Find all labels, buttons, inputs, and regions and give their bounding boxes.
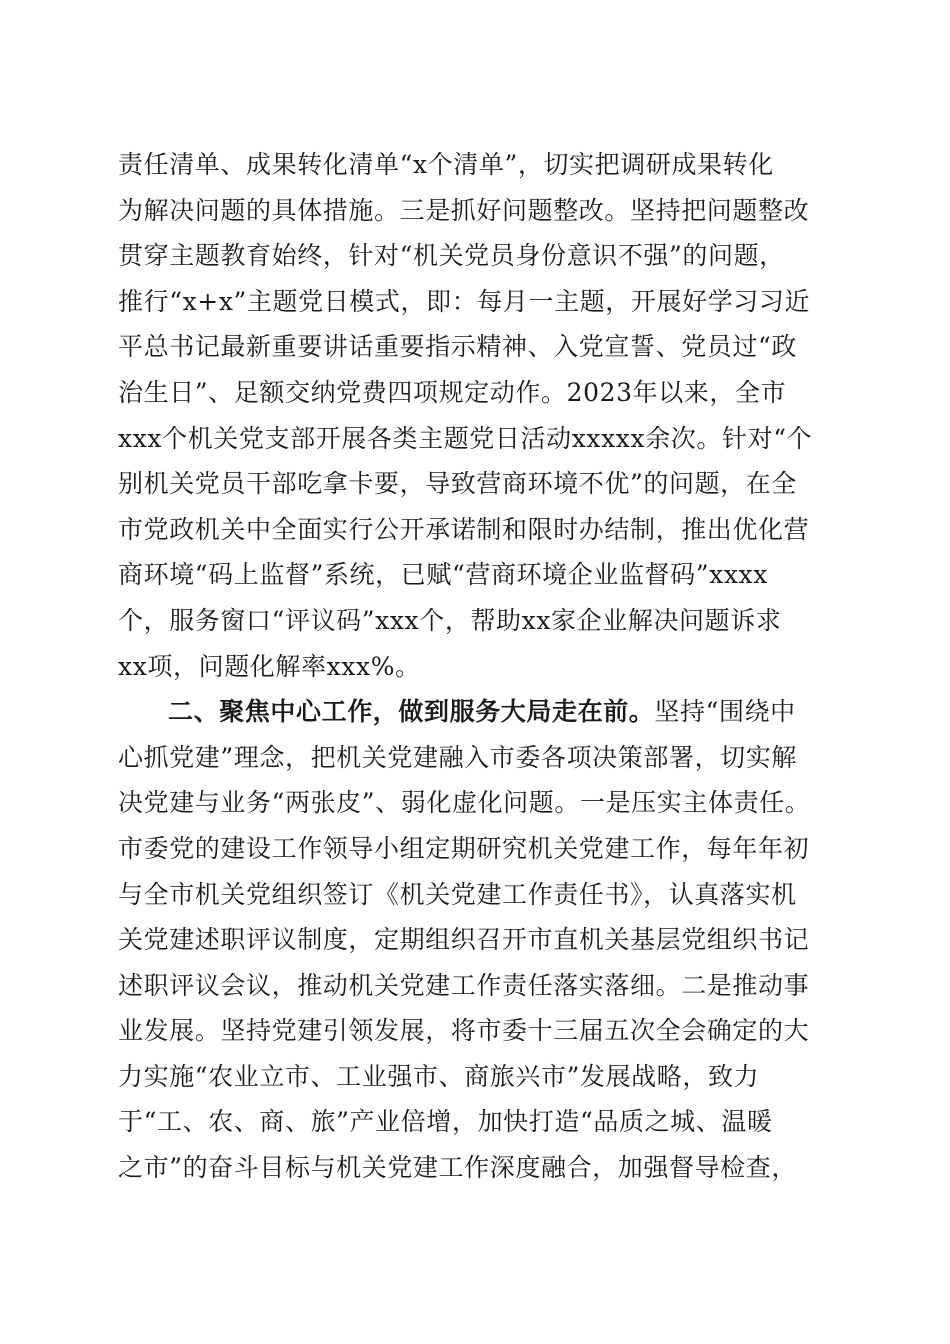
text-line: 为解决问题的具体措施。三是抓好问题整改。坚持把问题整改 — [118, 195, 810, 225]
text-line: 关党建述职评议制度，定期组织召开市直机关基层党组织书记 — [118, 925, 810, 955]
text-line: 述职评议会议，推动机关党建工作责任落实落细。二是推动事 — [118, 970, 810, 1000]
text-line-rest: 坚持“围绕中 — [654, 697, 796, 727]
text-line: 平总书记最新重要讲话重要指示精神、入党宣誓、党员过“政 — [118, 332, 797, 362]
text-line: 于“工、农、商、旅”产业倍增，加快打造“品质之城、温暖 — [118, 1107, 773, 1137]
text-line: 推行“x+x”主题党日模式，即：每月一主题，开展好学习习近 — [118, 286, 811, 316]
text-line: 市委党的建设工作领导小组定期研究机关党建工作，每年年初 — [118, 833, 810, 863]
text-line: 力实施“农业立市、工业强市、商旅兴市”发展战略，致力 — [118, 1061, 760, 1091]
text-line: 贯穿主题教育始终，针对“机关党员身份意识不强”的问题， — [118, 241, 785, 271]
paragraph-1 — [118, 142, 838, 689]
text-line: 商环境“码上监督”系统，已赋“营商环境企业监督码”xxxx — [118, 560, 768, 590]
section-heading: 二、聚焦中心工作，做到服务大局走在前。 — [168, 697, 655, 727]
text-line: xxx个机关党支部开展各类主题党日活动xxxxx余次。针对“个 — [118, 423, 813, 453]
text-line: 之市”的奋斗目标与机关党建工作深度融合，加强督导检查， — [118, 1153, 797, 1183]
text-line: 治生日”、足额交纳党费四项规定动作。2023年以来，全市 — [118, 377, 787, 407]
text-line: xx项，问题化解率xxx%。 — [118, 651, 421, 681]
text-line: 与全市机关党组织签订《机关党建工作责任书》，认真落实机 — [118, 879, 797, 909]
text-line: 个，服务窗口“评议码”xxx个，帮助xx家企业解决问题诉求 — [118, 605, 782, 635]
text-line: 心抓党建”理念，把机关党建融入市委各项决策部署，切实解 — [118, 742, 797, 772]
text-line: 决党建与业务“两张皮”、弱化虚化问题。一是压实主体责任。 — [118, 788, 811, 818]
paragraph-2-first-line — [118, 689, 838, 735]
body-text — [118, 142, 838, 1191]
paragraph-2 — [118, 689, 838, 1191]
text-line: 市党政机关中全面实行公开承诺制和限时办结制，推出优化营 — [118, 514, 810, 544]
text-line: 别机关党员干部吃拿卡要，导致营商环境不优”的问题，在全 — [118, 469, 797, 499]
text-line: 责任清单、成果转化清单“x个清单”，切实把调研成果转化 — [118, 150, 774, 179]
text-line: 业发展。坚持党建引领发展，将市委十三届五次全会确定的大 — [118, 1016, 810, 1046]
